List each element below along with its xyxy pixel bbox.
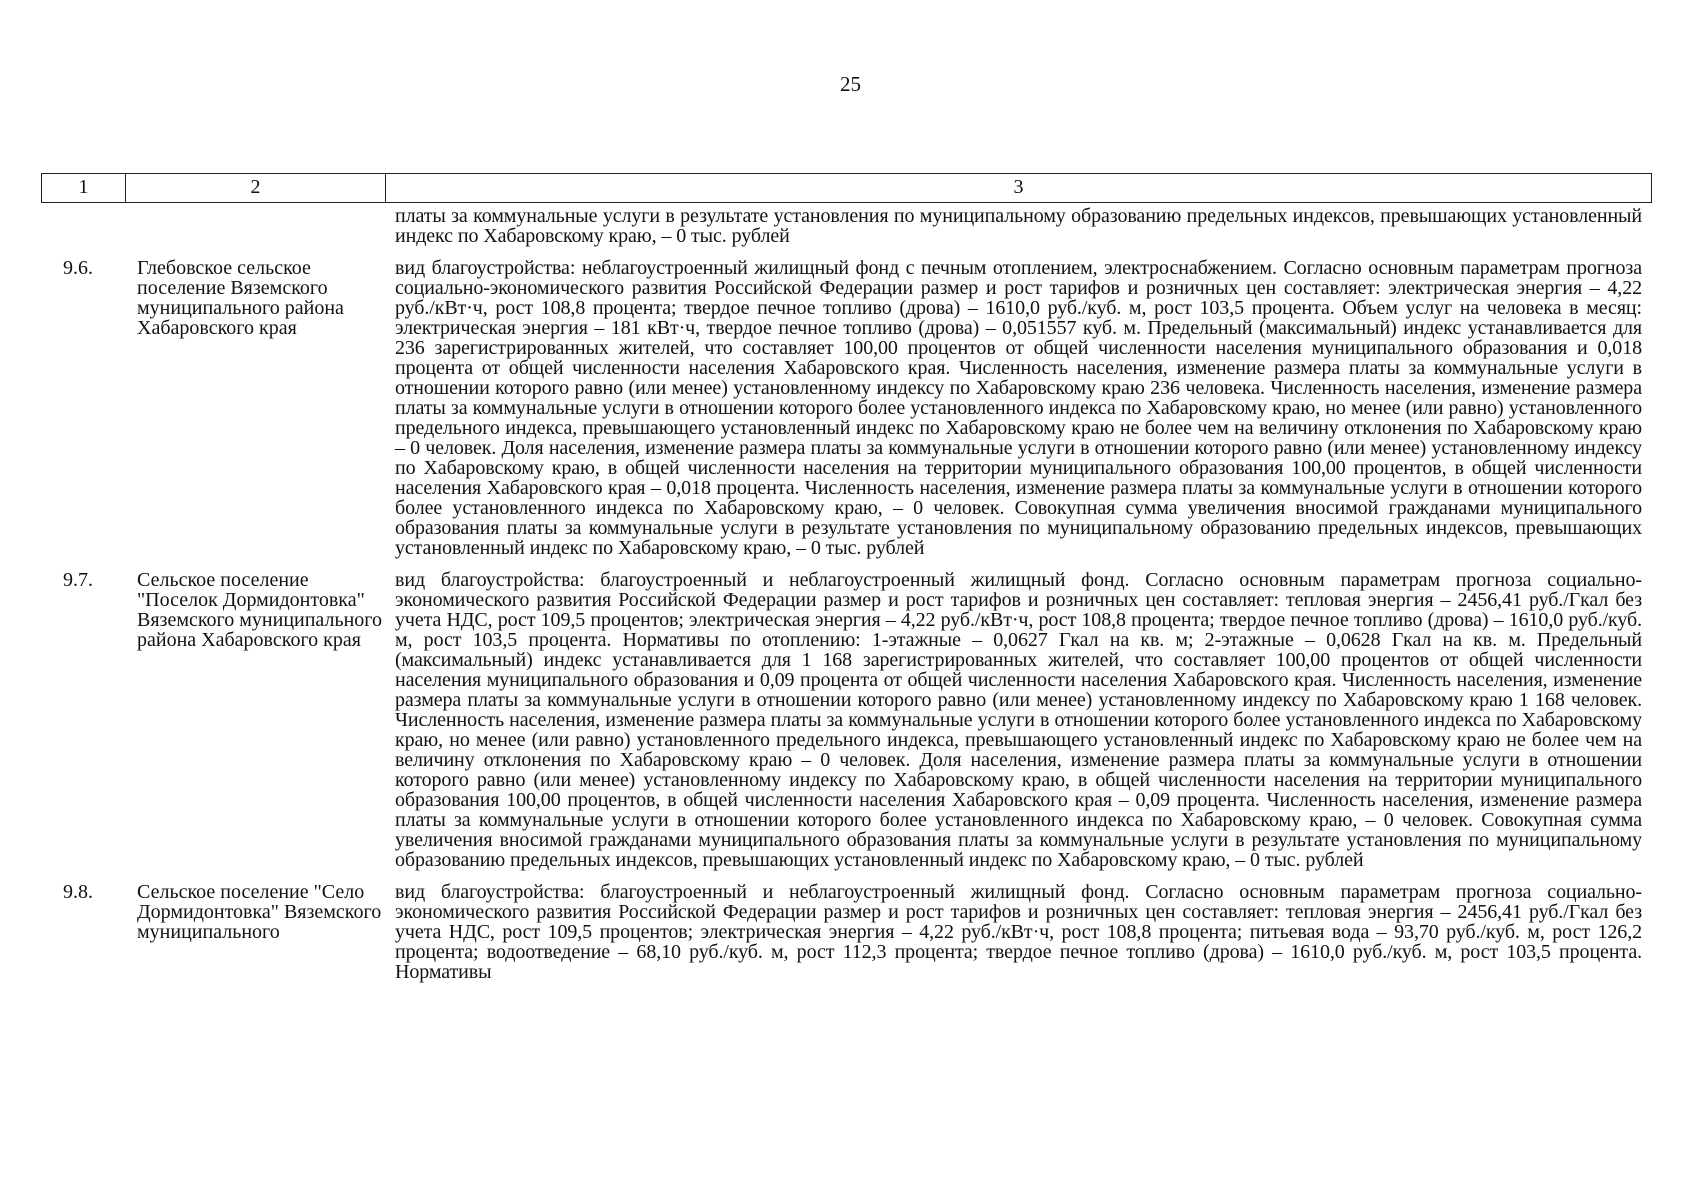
table-row-9-7 <box>41 570 1652 870</box>
header-col-3: 3 <box>1013 176 1024 198</box>
row-description: платы за коммунальные услуги в результате установления по муниципальному образованию предельных индексов, превышающих установленный индекс по Хабаровскому краю, – 0 тыс. рублей <box>395 205 1642 247</box>
table-row-9-6 <box>41 258 1652 558</box>
row-number: 9.8. <box>63 881 93 903</box>
table-header <box>41 173 1652 203</box>
row-description: вид благоустройства: благоустроенный и неблагоустроенный жилищный фонд. Согласно основным параметрам прогноза социально-экономического развития Российской Федерации размер и рост тарифов и розничных цен составляет: тепловая энергия – 2456,41 руб./Гкал без учета НДС, рост 109,5 процентов; электрическая энергия – 4,22 руб./кВт·ч, рост 108,8 процента; твердое печное топливо (дрова) – 1610,0 руб./куб. м, рост 103,5 процента. Нормативы по отоплению: 1-этажные – 0,0627 Гкал на кв. м; 2-этажные – 0,0628 Гкал на кв. м. Предельный (максимальный) индекс устанавливается для 1 168 зарегистрированных жителей, что составляет 100,00 процентов от общей численности населения муниципального образования и 0,09 процента от общей численности населения Хабаровского края. Численность населения, изменение размера платы за коммунальные услуги в отношении которого равно (или менее) установленному индексу по Хабаровскому краю 1 168 человек. Численность населения, изменение размера платы за коммунальные услуги в отношении которого более установленного индекса по Хабаровскому краю, но менее (или равно) установленного предельного индекса, превышающего установленный индекс по Хабаровскому краю не более чем на величину отклонения по Хабаровскому краю – 0 человек. Доля населения, изменение размера платы за коммунальные услуги в отношении которого равно (или менее) установленному индексу по Хабаровскому краю, в общей численности населения на территории муниципального образования 100,00 процентов, в общей численности населения Хабаровского края – 0,09 процента. Численность населения, изменение размера платы за коммунальные услуги в отношении которого более установленного индекса по Хабаровскому краю, – 0 человек. Совокупная сумма увеличения вносимой гражданами муниципального образования платы за коммунальные услуги в результате установления по муниципальному образованию предельных индексов, превышающих установленный индекс по Хабаровскому краю, – 0 тыс. рублей <box>395 569 1642 871</box>
header-col-2: 2 <box>126 174 386 202</box>
row-description: вид благоустройства: благоустроенный и неблагоустроенный жилищный фонд. Согласно основным параметрам прогноза социально-экономического развития Российской Федерации размер и рост тарифов и розничных цен составляет: тепловая энергия – 2456,41 руб./Гкал без учета НДС, рост 109,5 процентов; электрическая энергия – 4,22 руб./кВт·ч, рост 108,8 процента; питьевая вода – 93,70 руб./куб. м, рост 126,2 процента; водоотведение – 68,10 руб./куб. м, рост 112,3 процента; твердое печное топливо (дрова) – 1610,0 руб./куб. м, рост 103,5 процента. Нормативы <box>395 881 1642 983</box>
table-row-9-8 <box>41 882 1652 982</box>
row-number: 9.7. <box>63 569 93 591</box>
page-number: 25 <box>840 72 861 96</box>
row-name: Сельское поселение "Поселок Дормидонтовка" Вяземского муниципального района Хабаровского края <box>137 569 382 651</box>
table-body <box>41 206 1652 982</box>
row-name: Сельское поселение "Село Дормидонтовка" Вяземского муниципального <box>137 881 382 943</box>
row-name: Глебовское сельское поселение Вяземского муниципального района Хабаровского края <box>137 257 344 339</box>
table-row-continuation <box>41 206 1652 246</box>
row-number: 9.6. <box>63 257 93 279</box>
row-description: вид благоустройства: неблагоустроенный жилищный фонд с печным отоплением, электроснабжением. Согласно основным параметрам прогноза социально-экономического развития Российской Федерации размер и рост тарифов и розничных цен составляет: электрическая энергия – 4,22 руб./кВт·ч, рост 108,8 процента; твердое печное топливо (дрова) – 1610,0 руб./куб. м, рост 103,5 процента. Объем услуг на человека в месяц: электрическая энергия – 181 кВт·ч, твердое печное топливо (дрова) – 0,051557 куб. м. Предельный (максимальный) индекс устанавливается для 236 зарегистрированных жителей, что составляет 100,00 процентов от общей численности населения муниципального образования и 0,018 процента от общей численности населения Хабаровского края. Численность населения, изменение размера платы за коммунальные услуги в отношении которого равно (или менее) установленному индексу по Хабаровскому краю 236 человека. Численность населения, изменение размера платы за коммунальные услуги в отношении которого более установленного индекса по Хабаровскому краю, но менее (или равно) установленного предельного индекса, превышающего установленный индекс по Хабаровскому краю не более чем на величину отклонения по Хабаровскому краю – 0 человек. Доля населения, изменение размера платы за коммунальные услуги в отношении которого равно (или менее) установленному индексу по Хабаровскому краю, в общей численности населения на территории муниципального образования 100,00 процентов, в общей численности населения Хабаровского края – 0,018 процента. Численность населения, изменение размера платы за коммунальные услуги в отношении которого более установленного индекса по Хабаровскому краю, – 0 человек. Совокупная сумма увеличения вносимой гражданами муниципального образования платы за коммунальные услуги в результате установления по муниципальному образованию предельных индексов, превышающих установленный индекс по Хабаровскому краю, – 0 тыс. рублей <box>395 257 1642 559</box>
header-col-1: 1 <box>42 174 126 202</box>
